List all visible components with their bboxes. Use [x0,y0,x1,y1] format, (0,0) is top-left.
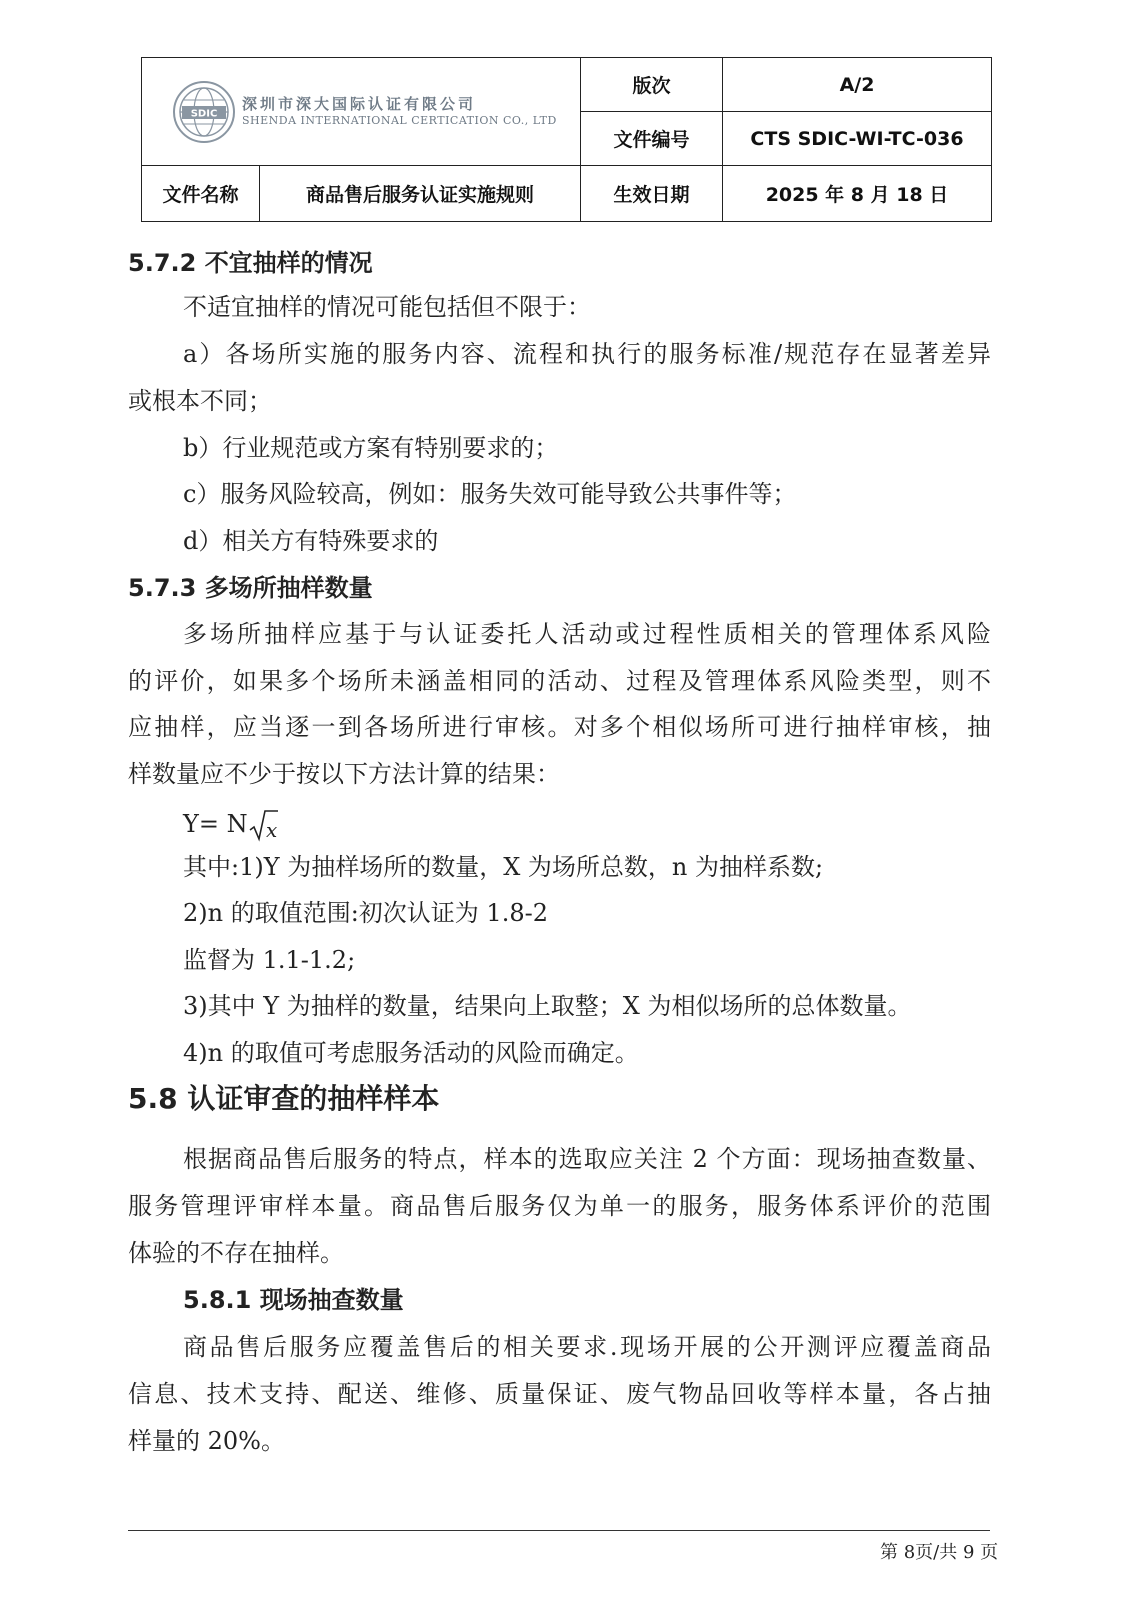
doc-number-value: CTS SDIC-WI-TC-036 [723,112,992,166]
heading-5-8: 5.8 认证审查的抽样样本 [128,1082,440,1115]
list-item-572-c: c）服务风险较高，例如：服务失效可能导致公共事件等； [183,480,797,508]
paragraph-581-line1: 商品售后服务应覆盖售后的相关要求.现场开展的公开测评应覆盖商品 [183,1333,991,1361]
footer-divider [128,1530,990,1531]
list-item-572-a: a）各场所实施的服务内容、流程和执行的服务标准/规范存在显著差异 [183,340,991,368]
sampling-formula [183,808,278,842]
paragraph-573-line1: 多场所抽样应基于与认证委托人活动或过程性质相关的管理体系风险 [183,620,991,648]
version-label: 版次 [581,58,723,112]
doc-name-label: 文件名称 [142,166,260,222]
company-name-en: SHENDA INTERNATIONAL CERTICATION CO., LTD [242,114,557,127]
company-logo-cell [142,58,581,166]
version-value: A/2 [723,58,992,112]
paragraph-58-line1: 根据商品售后服务的特点，样本的选取应关注 2 个方面：现场抽查数量、 [183,1145,991,1173]
paragraph-573-n-range: 2)n 的取值范围:初次认证为 1.8-2 [183,899,548,927]
company-name-cn: 深圳市深大国际认证有限公司 [242,95,477,114]
list-item-572-b: b）行业规范或方案有特别要求的； [183,434,559,462]
paragraph-573-line2: 的评价，如果多个场所未涵盖相同的活动、过程及管理体系风险类型，则不 [128,667,991,695]
doc-number-label: 文件编号 [581,112,723,166]
paragraph-581-line2: 信息、技术支持、配送、维修、质量保证、废气物品回收等样本量，各占抽 [128,1380,991,1408]
effective-date-value: 2025 年 8 月 18 日 [723,166,992,222]
square-root-icon [248,808,278,842]
paragraph-573-where: 其中:1)Y 为抽样场所的数量，X 为场所总数，n 为抽样系数; [183,853,824,881]
svg-text:x: x [265,818,277,842]
paragraph-573-n3: 3)其中 Y 为抽样的数量，结果向上取整；X 为相似场所的总体数量。 [183,992,912,1020]
list-item-572-a-cont: 或根本不同； [128,387,272,415]
formula-lhs: Y= N [183,810,248,838]
paragraph-581-line3: 样量的 20%。 [128,1427,285,1455]
paragraph-58-line3: 体验的不存在抽样。 [128,1239,344,1267]
heading-5-7-3: 5.7.3 多场所抽样数量 [128,574,373,602]
effective-date-label: 生效日期 [581,166,723,222]
page-number: 第 8页/共 9 页 [880,1542,999,1563]
document-header-table [141,57,992,222]
svg-text:SDIC: SDIC [190,108,218,119]
heading-5-8-1: 5.8.1 现场抽查数量 [183,1286,404,1314]
paragraph-573-n4: 4)n 的取值可考虑服务活动的风险而确定。 [183,1039,639,1067]
paragraph-572-intro: 不适宜抽样的情况可能包括但不限于： [183,293,591,321]
list-item-572-d: d）相关方有特殊要求的 [183,527,439,555]
paragraph-573-surveillance: 监督为 1.1-1.2; [183,946,356,974]
paragraph-58-line2: 服务管理评审样本量。商品售后服务仅为单一的服务，服务体系评价的范围 [128,1192,991,1220]
paragraph-573-line3: 应抽样，应当逐一到各场所进行审核。对多个相似场所可进行抽样审核，抽 [128,713,991,741]
doc-name-value: 商品售后服务认证实施规则 [260,166,581,222]
heading-5-7-2: 5.7.2 不宜抽样的情况 [128,249,373,277]
sdic-globe-logo-icon [172,80,236,144]
paragraph-573-line4: 样数量应不少于按以下方法计算的结果： [128,760,560,788]
